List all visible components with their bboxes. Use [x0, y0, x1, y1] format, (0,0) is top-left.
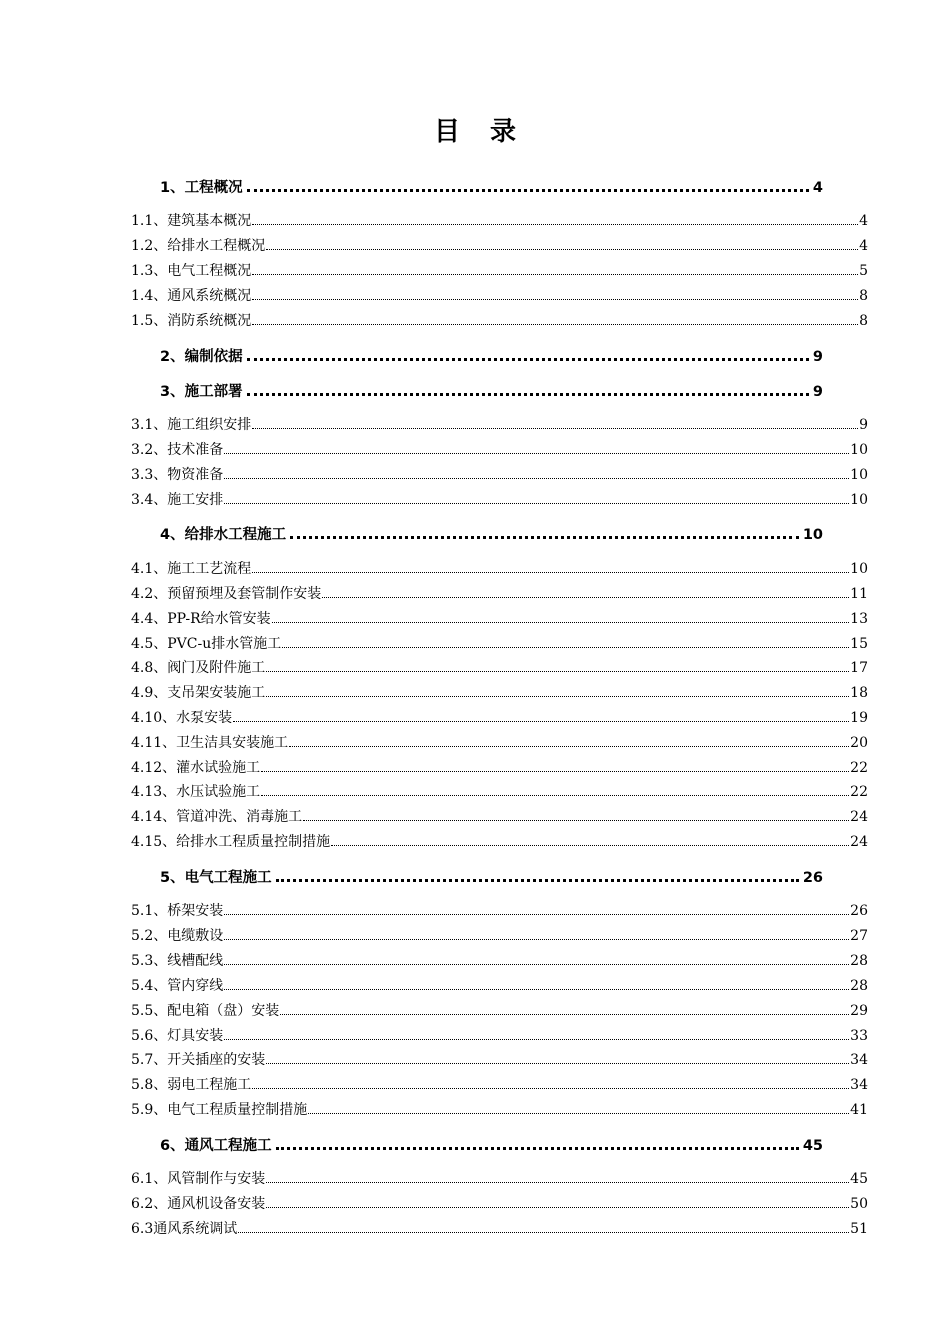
- toc-dot-leader: [261, 782, 849, 796]
- toc-section-entry[interactable]: [131, 286, 868, 306]
- toc-section-entry[interactable]: [131, 415, 868, 435]
- toc-section-entry[interactable]: [131, 758, 868, 778]
- toc-chapter-entry[interactable]: [160, 867, 823, 889]
- toc-section-entry[interactable]: [131, 1194, 868, 1214]
- toc-page-number: 10: [850, 561, 868, 577]
- toc-dot-leader: [224, 465, 849, 479]
- toc-page-number: 4: [812, 180, 823, 196]
- toc-entry-label: 4.12、灌水试验施工: [131, 760, 261, 776]
- toc-entry-label: 3、施工部署: [160, 384, 243, 400]
- toc-section-entry[interactable]: [131, 832, 868, 852]
- toc-section-entry[interactable]: [131, 1050, 868, 1070]
- toc-section-entry[interactable]: [131, 782, 868, 802]
- toc-page-number: 8: [859, 288, 868, 304]
- toc-dot-leader: [289, 733, 849, 747]
- toc-section-entry[interactable]: [131, 683, 868, 703]
- toc-dot-leader: [276, 1135, 799, 1150]
- toc-section-entry[interactable]: [131, 976, 868, 996]
- toc-entry-label: 5.3、线槽配线: [131, 953, 224, 969]
- toc-page-number: 18: [850, 685, 868, 701]
- toc-entry-label: 1.1、建筑基本概况: [131, 213, 252, 229]
- toc-entry-label: 1.2、给排水工程概况: [131, 238, 266, 254]
- toc-section-entry[interactable]: [131, 1026, 868, 1046]
- toc-dot-leader: [252, 415, 858, 429]
- toc-section-entry[interactable]: [131, 658, 868, 678]
- toc-page-number: 8: [859, 313, 868, 329]
- toc-page-number: 9: [812, 384, 823, 400]
- toc-entry-label: 5.6、灯具安装: [131, 1028, 224, 1044]
- toc-section-entry[interactable]: [131, 634, 868, 654]
- toc-entry-label: 4.8、阀门及附件施工: [131, 660, 266, 676]
- toc-dot-leader: [224, 951, 849, 965]
- toc-section-entry[interactable]: [131, 609, 868, 629]
- toc-dot-leader: [322, 584, 849, 598]
- toc-section-entry[interactable]: [131, 733, 868, 753]
- toc-dot-leader: [276, 867, 799, 882]
- toc-dot-leader: [252, 1075, 849, 1089]
- toc-dot-leader: [233, 708, 849, 722]
- toc-page-number: 28: [850, 953, 868, 969]
- toc-page-number: 15: [850, 636, 868, 652]
- toc-section-entry[interactable]: [131, 951, 868, 971]
- toc-page-number: 10: [850, 442, 868, 458]
- toc-page-number: 45: [802, 1138, 823, 1154]
- toc-entry-label: 6、通风工程施工: [160, 1138, 272, 1154]
- toc-entry-label: 3.2、技术准备: [131, 442, 224, 458]
- toc-chapter-entry[interactable]: [160, 524, 823, 546]
- toc-entry-label: 6.1、风管制作与安装: [131, 1171, 266, 1187]
- toc-entry-label: 1.4、通风系统概况: [131, 288, 252, 304]
- toc-dot-leader: [224, 440, 849, 454]
- toc-entry-label: 6.3通风系统调试: [131, 1221, 238, 1237]
- toc-dot-leader: [252, 311, 858, 325]
- toc-dot-leader: [261, 758, 849, 772]
- toc-section-entry[interactable]: [131, 559, 868, 579]
- toc-page-number: 24: [850, 809, 868, 825]
- toc-dot-leader: [247, 346, 809, 361]
- toc-dot-leader: [224, 976, 849, 990]
- toc-entry-label: 5.4、管内穿线: [131, 978, 224, 994]
- toc-chapter-entry[interactable]: [160, 1135, 823, 1157]
- toc-page-number: 9: [859, 417, 868, 433]
- toc-page-number: 20: [850, 735, 868, 751]
- toc-page-number: 27: [850, 928, 868, 944]
- toc-entry-label: 4.11、卫生洁具安装施工: [131, 735, 289, 751]
- toc-entry-label: 3.1、施工组织安排: [131, 417, 252, 433]
- toc-entry-label: 3.4、施工安排: [131, 492, 224, 508]
- toc-section-entry[interactable]: [131, 311, 868, 331]
- toc-page-number: 26: [850, 903, 868, 919]
- toc-entry-label: 4、给排水工程施工: [160, 527, 287, 543]
- toc-dot-leader: [224, 926, 849, 940]
- toc-dot-leader: [308, 1100, 849, 1114]
- toc-entry-label: 1.3、电气工程概况: [131, 263, 252, 279]
- toc-dot-leader: [247, 177, 809, 192]
- toc-page-number: 34: [850, 1077, 868, 1093]
- toc-dot-leader: [224, 901, 849, 915]
- toc-dot-leader: [266, 236, 858, 250]
- toc-dot-leader: [252, 286, 858, 300]
- toc-dot-leader: [252, 559, 849, 573]
- toc-section-entry[interactable]: [131, 807, 868, 827]
- toc-section-entry[interactable]: [131, 1001, 868, 1021]
- toc-entry-label: 4.1、施工工艺流程: [131, 561, 252, 577]
- toc-entry-label: 1.5、消防系统概况: [131, 313, 252, 329]
- toc-section-entry[interactable]: [131, 1075, 868, 1095]
- toc-page-number: 26: [802, 870, 823, 886]
- toc-dot-leader: [238, 1219, 849, 1233]
- toc-entry-label: 5.7、开关插座的安装: [131, 1052, 266, 1068]
- toc-page-number: 4: [859, 238, 868, 254]
- toc-entry-label: 5.5、配电箱（盘）安装: [131, 1003, 280, 1019]
- toc-entry-label: 5、电气工程施工: [160, 870, 272, 886]
- toc-page-number: 24: [850, 834, 868, 850]
- toc-page-number: 41: [850, 1102, 868, 1118]
- toc-page-number: 29: [850, 1003, 868, 1019]
- toc-page-number: 33: [850, 1028, 868, 1044]
- toc-entry-label: 4.2、预留预埋及套管制作安装: [131, 586, 322, 602]
- toc-entry-label: 4.13、水压试验施工: [131, 784, 261, 800]
- toc-section-entry[interactable]: [131, 465, 868, 485]
- toc-page-number: 34: [850, 1052, 868, 1068]
- toc-entry-label: 5.2、电缆敷设: [131, 928, 224, 944]
- toc-entry-label: 4.4、PP-R给水管安装: [131, 611, 271, 627]
- toc-entry-label: 6.2、通风机设备安装: [131, 1196, 266, 1212]
- toc-dot-leader: [266, 658, 849, 672]
- toc-page-number: 5: [859, 263, 868, 279]
- toc-section-entry[interactable]: [131, 584, 868, 604]
- toc-page-number: 17: [850, 660, 868, 676]
- toc-chapter-entry[interactable]: [160, 381, 823, 403]
- toc-dot-leader: [247, 381, 809, 396]
- toc-entry-label: 4.5、PVC-u排水管施工: [131, 636, 282, 652]
- toc-dot-leader: [266, 683, 849, 697]
- toc-page-number: 50: [850, 1196, 868, 1212]
- toc-page-number: 11: [850, 586, 868, 602]
- toc-page-number: 4: [859, 213, 868, 229]
- toc-section-entry[interactable]: [131, 926, 868, 946]
- toc-entry-label: 5.9、电气工程质量控制措施: [131, 1102, 308, 1118]
- toc-dot-leader: [252, 261, 858, 275]
- toc-section-entry[interactable]: [131, 490, 868, 510]
- toc-page-number: 51: [850, 1221, 868, 1237]
- toc-section-entry[interactable]: [131, 1100, 868, 1120]
- toc-dot-leader: [331, 832, 849, 846]
- toc-page-number: 9: [812, 349, 823, 365]
- toc-entry-label: 3.3、物资准备: [131, 467, 224, 483]
- toc-dot-leader: [224, 1026, 849, 1040]
- toc-dot-leader: [272, 609, 850, 623]
- toc-entry-label: 4.10、水泵安装: [131, 710, 233, 726]
- toc-section-entry[interactable]: [131, 901, 868, 921]
- toc-entry-label: 2、编制依据: [160, 349, 243, 365]
- toc-chapter-entry[interactable]: [160, 177, 823, 199]
- toc-title: 目录: [433, 117, 546, 147]
- toc-page-number: 13: [850, 611, 868, 627]
- toc-dot-leader: [266, 1194, 849, 1208]
- toc-dot-leader: [280, 1001, 849, 1015]
- toc-section-entry[interactable]: [131, 211, 868, 231]
- toc-page-number: 10: [850, 492, 868, 508]
- toc-page-number: 19: [850, 710, 868, 726]
- toc-section-entry[interactable]: [131, 440, 868, 460]
- toc-section-entry[interactable]: [131, 1219, 868, 1239]
- toc-section-entry[interactable]: [131, 261, 868, 281]
- toc-dot-leader: [224, 490, 849, 504]
- toc-entry-label: 4.9、支吊架安装施工: [131, 685, 266, 701]
- toc-section-entry[interactable]: [131, 236, 868, 256]
- toc-page-number: 22: [850, 784, 868, 800]
- toc-page-number: 10: [850, 467, 868, 483]
- toc-dot-leader: [252, 211, 858, 225]
- toc-entry-label: 4.14、管道冲洗、消毒施工: [131, 809, 303, 825]
- toc-entry-label: 5.8、弱电工程施工: [131, 1077, 252, 1093]
- toc-dot-leader: [266, 1050, 849, 1064]
- toc-chapter-entry[interactable]: [160, 346, 823, 368]
- toc-page-number: 22: [850, 760, 868, 776]
- toc-entry-label: 4.15、给排水工程质量控制措施: [131, 834, 331, 850]
- toc-entry-label: 5.1、桥架安装: [131, 903, 224, 919]
- toc-dot-leader: [290, 524, 799, 539]
- toc-page-number: 10: [802, 527, 823, 543]
- toc-dot-leader: [266, 1169, 849, 1183]
- toc-section-entry[interactable]: [131, 708, 868, 728]
- toc-dot-leader: [303, 807, 849, 821]
- toc-section-entry[interactable]: [131, 1169, 868, 1189]
- toc-page-number: 45: [850, 1171, 868, 1187]
- toc-dot-leader: [282, 634, 849, 648]
- toc-entry-label: 1、工程概况: [160, 180, 243, 196]
- toc-page-number: 28: [850, 978, 868, 994]
